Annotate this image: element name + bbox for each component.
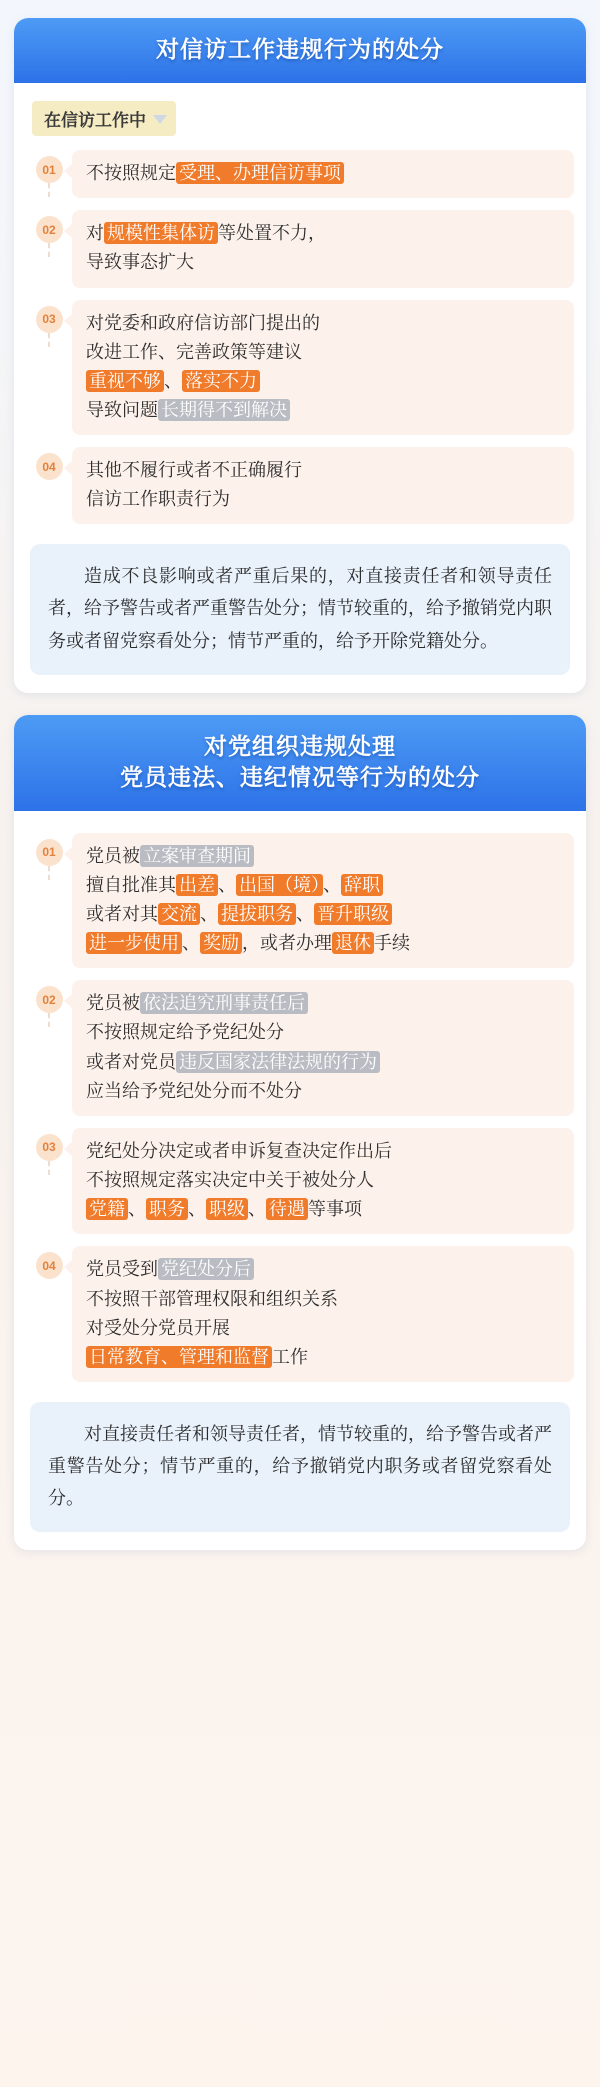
plain-text: 党员被 — [86, 845, 140, 866]
timeline-dash-line — [48, 1161, 50, 1175]
highlight-orange: 提拔职务 — [218, 903, 296, 925]
list-item — [26, 294, 574, 442]
item-text-bubble — [72, 980, 574, 1116]
plain-text: 、 — [218, 874, 236, 895]
timeline-dash-line — [48, 1013, 50, 1027]
plain-text: 、 — [128, 1199, 146, 1220]
plain-text: 改进工作、完善政策等建议 — [86, 341, 302, 362]
plain-text: 应当给予党纪处分而不处分 — [86, 1080, 302, 1101]
item-number-badge: 01 — [36, 839, 63, 866]
plain-text: 不按照规定落实决定中关于被处分人 — [86, 1170, 374, 1191]
highlight-orange: 辞职 — [341, 874, 383, 896]
plain-text: 或者对党员 — [86, 1051, 176, 1072]
item-text-line — [86, 309, 562, 338]
item-text-line — [86, 1137, 562, 1166]
highlight-orange: 进一步使用 — [86, 932, 182, 954]
item-text-line — [86, 219, 562, 248]
plain-text: 、 — [200, 903, 218, 924]
plain-text: 或者对其 — [86, 903, 158, 924]
item-text-line — [86, 1048, 562, 1077]
highlight-gray: 违反国家法律法规的行为 — [176, 1051, 380, 1073]
timeline-dash-line — [48, 243, 50, 257]
item-text-line — [86, 1314, 562, 1343]
item-number-badge: 03 — [36, 1134, 63, 1161]
plain-text: 对受处分党员开展 — [86, 1317, 230, 1338]
item-text-bubble — [72, 150, 574, 198]
item-text-line — [86, 1343, 562, 1372]
plain-text: 对 — [86, 223, 104, 244]
timeline-dash-line — [48, 333, 50, 347]
item-number-badge: 04 — [36, 1252, 63, 1279]
plain-text: 擅自批准其 — [86, 874, 176, 895]
item-text-line — [86, 989, 562, 1018]
item-number-badge: 04 — [36, 453, 63, 480]
plain-text: 等事项 — [308, 1199, 362, 1220]
plain-text: 工作 — [272, 1346, 308, 1367]
card-dangzuzhi — [14, 715, 586, 1551]
item-text-line — [86, 367, 562, 396]
highlight-orange: 出差 — [176, 874, 218, 896]
plain-text: 不按照干部管理权限和组织关系 — [86, 1288, 338, 1309]
timeline-dash-line — [48, 183, 50, 197]
item-number-badge: 02 — [36, 216, 63, 243]
highlight-gray: 依法追究刑事责任后 — [140, 992, 308, 1014]
note-xinfang: 造成不良影响或者严重后果的，对直接责任者和领导责任者，给予警告或者严重警告处分；情节较重的，给予撤销党内职务或者留党察看处分；情节严重的，给予开除党籍处分。 — [30, 544, 570, 674]
note-dangzuzhi: 对直接责任者和领导责任者，情节较重的，给予警告或者严重警告处分；情节严重的，给予撤销党内职务或者留党察看处分。 — [30, 1402, 570, 1532]
timeline-dash-line — [48, 866, 50, 880]
item-text-line — [86, 1195, 562, 1224]
plain-text: 、 — [323, 874, 341, 895]
list-item — [26, 204, 574, 293]
highlight-orange: 落实不力 — [182, 370, 260, 392]
item-text-bubble — [72, 1128, 574, 1234]
plain-text: 党员被 — [86, 993, 140, 1014]
highlight-orange: 受理、办理信访事项 — [176, 162, 344, 184]
section-tag-wrap — [26, 93, 574, 138]
item-text-bubble — [72, 833, 574, 969]
plain-text: 其他不履行或者不正确履行 — [86, 460, 302, 481]
highlight-orange: 待遇 — [266, 1198, 308, 1220]
section-tag-label: 在信访工作中 — [44, 111, 146, 131]
list-item — [26, 974, 574, 1122]
item-number-badge: 03 — [36, 306, 63, 333]
item-text-line — [86, 900, 562, 929]
item-text-line — [86, 871, 562, 900]
list-item — [26, 1240, 574, 1388]
item-text-line — [86, 456, 562, 485]
plain-text: ，或者办理 — [242, 933, 332, 954]
plain-text: 、 — [182, 933, 200, 954]
highlight-orange: 交流 — [158, 903, 200, 925]
highlight-gray: 长期得不到解决 — [158, 399, 290, 421]
plain-text: 对党委和政府信访部门提出的 — [86, 312, 320, 333]
plain-text: 、 — [248, 1199, 266, 1220]
item-text-bubble — [72, 210, 574, 287]
item-text-line — [86, 1166, 562, 1195]
plain-text: 不按照规定给予党纪处分 — [86, 1022, 284, 1043]
item-text-bubble — [72, 300, 574, 436]
plain-text: 、 — [164, 370, 182, 391]
item-text-line — [86, 1077, 562, 1106]
item-text-line — [86, 485, 562, 514]
highlight-gray: 党纪处分后 — [158, 1258, 254, 1280]
card-header-xinfang — [14, 18, 586, 83]
page-title: 对信访工作违规行为的处分 — [156, 36, 444, 62]
highlight-orange: 日常教育、管理和监督 — [86, 1346, 272, 1368]
item-text-line — [86, 929, 562, 958]
item-text-line — [86, 1285, 562, 1314]
card-header-dangzuzhi — [14, 715, 586, 811]
highlight-orange: 出国（境） — [236, 874, 323, 896]
section-tag-xinfang — [32, 101, 176, 136]
highlight-orange: 退休 — [332, 932, 374, 954]
plain-text: 信访工作职责行为 — [86, 489, 230, 510]
plain-text: 党员受到 — [86, 1259, 158, 1280]
item-text-line — [86, 1255, 562, 1284]
plain-text: 手续 — [374, 933, 410, 954]
highlight-orange: 党籍 — [86, 1198, 128, 1220]
plain-text: 、 — [296, 903, 314, 924]
item-list-dangzuzhi — [26, 821, 574, 1390]
highlight-orange: 重视不够 — [86, 370, 164, 392]
item-text-bubble — [72, 447, 574, 524]
item-text-bubble — [72, 1246, 574, 1382]
list-item — [26, 1122, 574, 1240]
highlight-orange: 职级 — [206, 1198, 248, 1220]
highlight-orange: 奖励 — [200, 932, 242, 954]
item-number-badge: 02 — [36, 986, 63, 1013]
card-xinfang — [14, 18, 586, 693]
card-body-dangzuzhi — [14, 811, 586, 1550]
highlight-gray: 立案审查期间 — [140, 845, 254, 867]
list-item — [26, 441, 574, 530]
list-item — [26, 827, 574, 975]
item-text-line — [86, 248, 562, 277]
card-body-xinfang — [14, 83, 586, 693]
plain-text: 党纪处分决定或者申诉复查决定作出后 — [86, 1140, 392, 1161]
plain-text: 导致事态扩大 — [86, 252, 194, 273]
chevron-down-icon — [153, 114, 167, 123]
highlight-orange: 晋升职级 — [314, 903, 392, 925]
list-item — [26, 144, 574, 204]
item-text-line — [86, 159, 562, 188]
highlight-orange: 职务 — [146, 1198, 188, 1220]
item-number-badge: 01 — [36, 156, 63, 183]
highlight-orange: 规模性集体访 — [104, 222, 218, 244]
item-text-line — [86, 1018, 562, 1047]
plain-text: 导致问题 — [86, 399, 158, 420]
page-title-line-2: 党员违法、违纪情况等行为的处分 — [120, 763, 480, 790]
item-list-xinfang — [26, 138, 574, 532]
item-text-line — [86, 338, 562, 367]
item-text-line — [86, 842, 562, 871]
page-title-line-1: 对党组织违规处理 — [204, 732, 396, 759]
plain-text: 、 — [188, 1199, 206, 1220]
plain-text: 等处置不力， — [218, 223, 326, 244]
item-text-line — [86, 396, 562, 425]
plain-text: 不按照规定 — [86, 163, 176, 184]
